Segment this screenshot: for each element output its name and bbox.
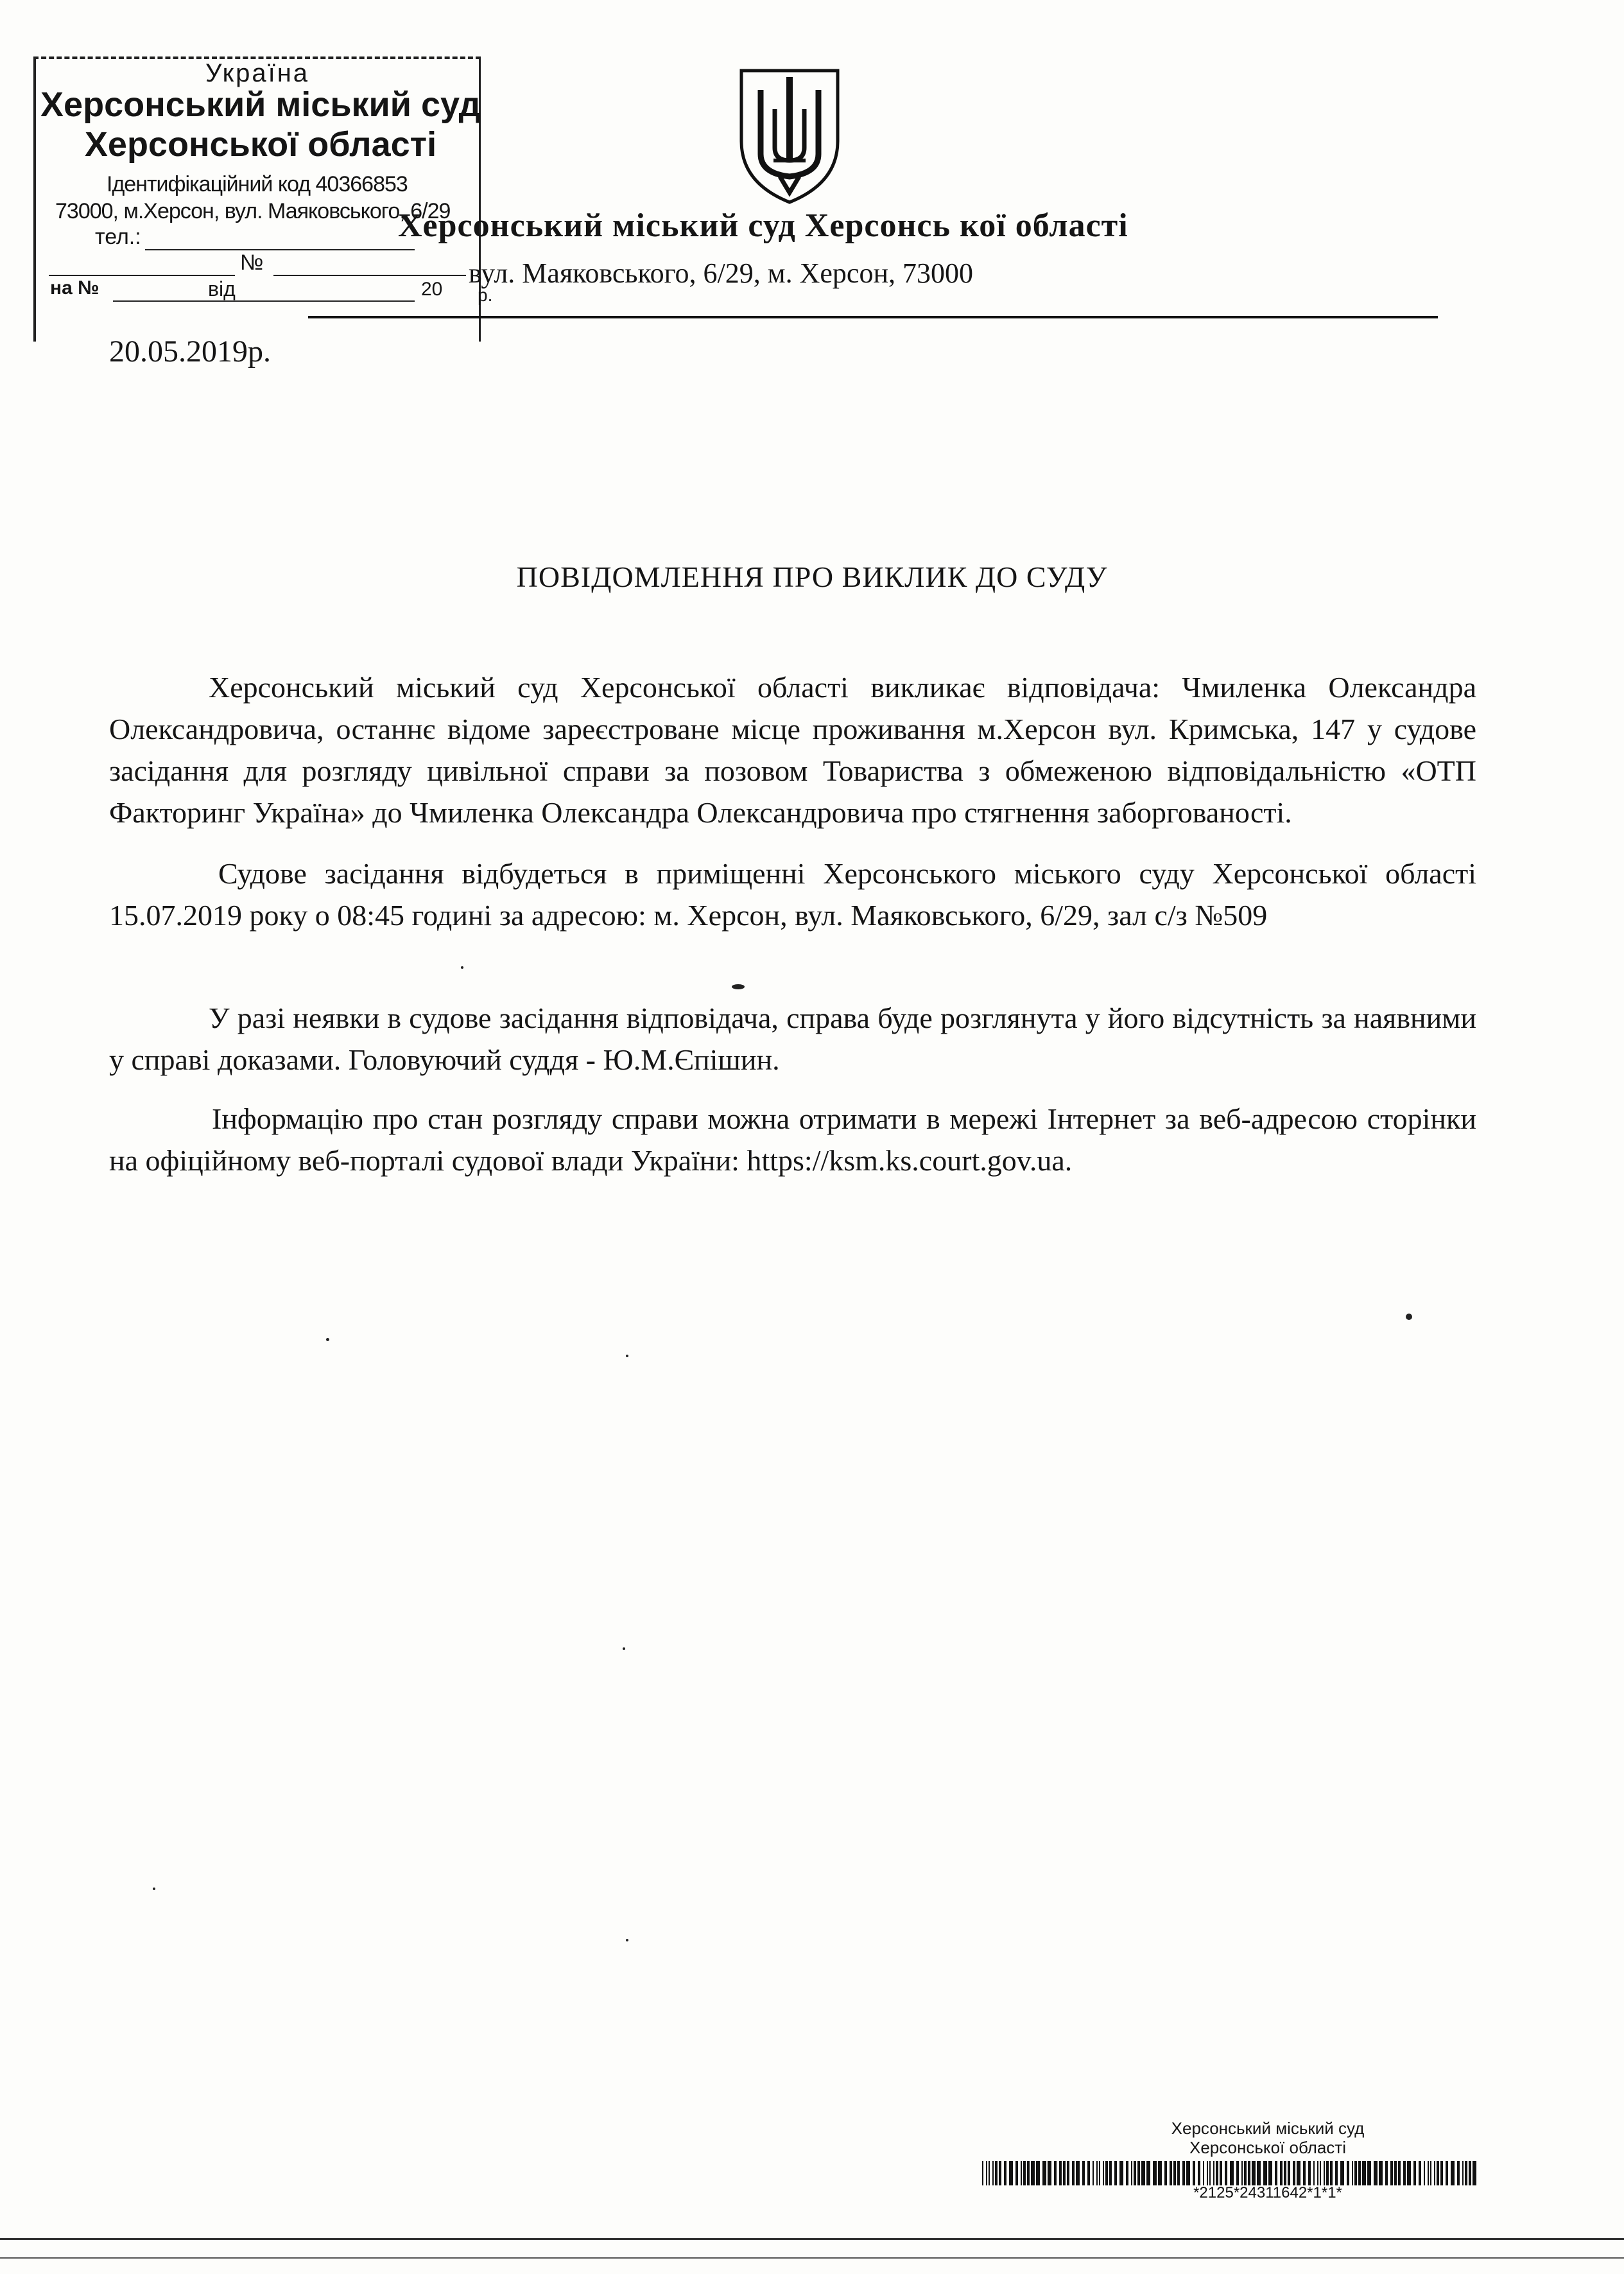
barcode-bar: [1087, 2161, 1090, 2185]
scan-edge-line: [0, 2257, 1624, 2259]
barcode-bar: [989, 2161, 990, 2185]
stamp-court-line2: Херсонської області: [84, 125, 437, 164]
letterhead-rule: [308, 316, 1438, 318]
barcode-bar: [1367, 2161, 1371, 2185]
barcode-bar: [1330, 2161, 1333, 2185]
barcode-bar: [1347, 2161, 1349, 2185]
barcode-bar: [1257, 2161, 1261, 2185]
barcode-bar: [1335, 2161, 1338, 2185]
barcode-bar: [1216, 2161, 1218, 2185]
barcode-bar: [995, 2161, 998, 2185]
barcode-bar: [1105, 2161, 1108, 2185]
paragraph-absence: У разі неявки в судове засідання відповідача, справа буде розглянута у його відсутність за наявними у справі доказами. Головуючий суддя - Ю.М.Єпішин.: [109, 1002, 1476, 1076]
scan-speck: [626, 1355, 628, 1357]
barcode-bar: [1275, 2161, 1277, 2185]
barcode-bar: [1082, 2161, 1085, 2185]
barcode-bar: [1354, 2161, 1357, 2185]
barcode-bar: [1462, 2161, 1464, 2185]
barcode-bar: [1465, 2161, 1467, 2185]
barcode-bar: [1220, 2161, 1222, 2185]
barcode-bar: [1407, 2161, 1411, 2185]
barcode-bar: [1252, 2161, 1256, 2185]
stamp-number-label: №: [240, 250, 264, 275]
barcode-bar: [1004, 2161, 1006, 2185]
barcode-bar: [1170, 2161, 1172, 2185]
letterhead-address: вул. Маяковського, 6/29, м. Херсон, 73000: [469, 257, 973, 289]
barcode-bar: [1059, 2161, 1062, 2185]
barcode-bar: [1437, 2161, 1439, 2185]
barcode-number: *2125*24311642*1*1*: [1193, 2184, 1342, 2201]
barcode-bar: [1054, 2161, 1057, 2185]
barcode-bar: [1198, 2161, 1200, 2185]
barcode-bar: [1248, 2161, 1250, 2185]
barcode-bar: [1293, 2161, 1295, 2185]
scan-speck: [153, 1888, 155, 1890]
barcode-bar: [1119, 2161, 1123, 2185]
barcode-bar: [1326, 2161, 1329, 2185]
barcode-label-region: Херсонської області: [1189, 2138, 1346, 2157]
document-date: 20.05.2019р.: [109, 334, 271, 369]
barcode-bar: [1358, 2161, 1361, 2185]
stamp-date-line: [113, 300, 415, 302]
barcode-bar: [1076, 2161, 1080, 2185]
barcode-bar: [1419, 2161, 1421, 2185]
barcode-bar: [1021, 2161, 1022, 2185]
stamp-court-line1: Херсонський міський суд: [40, 85, 481, 124]
barcode-bar: [1241, 2161, 1243, 2185]
barcode-bar: [1434, 2161, 1435, 2185]
barcode-bar: [1209, 2161, 1211, 2185]
barcode-label-court: Херсонський міський суд: [1171, 2119, 1365, 2138]
stamp-reply-label: на №: [50, 277, 99, 299]
barcode-bar: [1430, 2161, 1431, 2185]
barcode-bar: [1193, 2161, 1195, 2185]
barcode-bar: [1067, 2161, 1069, 2185]
barcode-bar: [1385, 2161, 1388, 2185]
barcode-bar: [1203, 2161, 1204, 2185]
barcode-bar: [1207, 2161, 1208, 2185]
barcode-bar: [1230, 2161, 1234, 2185]
barcode-bar: [1317, 2161, 1318, 2185]
barcode-bar: [1324, 2161, 1325, 2185]
barcode-bar: [1297, 2161, 1300, 2185]
paragraph-hearing: Судове засідання відбудеться в приміщенні Херсонського міського суду Херсонської області 15.07.2019 року о 08:45 годині за адресою: м. Херсон, вул. Маяковського, 6/29, зал с/з №509: [109, 857, 1476, 932]
barcode-bar: [1036, 2161, 1040, 2185]
barcode-bar: [1288, 2161, 1290, 2185]
scan-speck: [626, 1939, 628, 1941]
stamp-year-suffix: р.: [478, 285, 493, 305]
barcode-bar: [1048, 2161, 1051, 2185]
barcode-bar: [1320, 2161, 1321, 2185]
stamp-tel-line: [145, 249, 415, 250]
barcode-bar: [1263, 2161, 1267, 2185]
stamp-date-from-label: від: [208, 277, 236, 300]
barcode-bar: [982, 2161, 983, 2185]
barcode-bar: [1374, 2161, 1378, 2185]
barcode-bar: [1308, 2161, 1311, 2185]
barcode-bar: [1284, 2161, 1286, 2185]
barcode-bar: [1398, 2161, 1401, 2185]
barcode-bar: [1042, 2161, 1046, 2185]
stamp-number-line-right: [273, 275, 466, 276]
barcode-bar: [1177, 2161, 1180, 2185]
barcode-bar: [1131, 2161, 1132, 2185]
scan-speck: [623, 1647, 625, 1650]
barcode-bar: [1186, 2161, 1190, 2185]
barcode-bar: [1451, 2161, 1455, 2185]
barcode-bar: [1114, 2161, 1117, 2185]
barcode-bar: [1379, 2161, 1383, 2185]
barcode-bar: [1362, 2161, 1366, 2185]
barcode-image: [982, 2161, 1476, 2185]
barcode-bar: [1340, 2161, 1344, 2185]
scan-speck: [461, 966, 463, 969]
barcode-bar: [1126, 2161, 1128, 2185]
barcode-bar: [1015, 2161, 1018, 2185]
paragraph-summons: Херсонський міський суд Херсонської області викликає відповідача: Чмиленка Олександра Олександровича, останнє відоме зареєстроване місце проживання м.Херсон вул. Кримська, 147 у судове засідання для розгляду цивільної справи за позовом Товариства з обмеженою відповідальністю «ОТП Факторинг Україна» до Чмиленка Олександра Олександровича про стягнення заборгованості.: [109, 671, 1476, 829]
barcode-bar: [1009, 2161, 1013, 2185]
barcode-bar: [1146, 2161, 1150, 2185]
barcode-bar: [1313, 2161, 1315, 2185]
barcode-bar: [1137, 2161, 1140, 2185]
stamp-address: 73000, м.Херсон, вул. Маяковського, 6/29: [55, 199, 451, 223]
barcode-bar: [1403, 2161, 1406, 2185]
barcode-bar: [1225, 2161, 1227, 2185]
stamp-court-name: [36, 85, 485, 164]
stamp-country: Україна: [205, 59, 310, 87]
barcode-bar: [1428, 2161, 1429, 2185]
barcode-bar: [1457, 2161, 1460, 2185]
barcode-bar: [992, 2161, 994, 2185]
barcode-bar: [1134, 2161, 1136, 2185]
document-title: ПОВІДОМЛЕННЯ ПРО ВИКЛИК ДО СУДУ: [516, 560, 1108, 593]
stamp-tel-label: тел.:: [95, 225, 141, 249]
barcode-bar: [1473, 2161, 1476, 2185]
barcode-bar: [1173, 2161, 1176, 2185]
registration-stamp: [33, 56, 493, 342]
barcode-bar: [1352, 2161, 1353, 2185]
barcode-bar: [1413, 2161, 1416, 2185]
barcode-bar: [1072, 2161, 1075, 2185]
barcode-bar: [1063, 2161, 1066, 2185]
barcode-bar: [1213, 2161, 1214, 2185]
barcode-bar: [1164, 2161, 1167, 2185]
barcode-bar: [1031, 2161, 1035, 2185]
trident-icon: [735, 64, 844, 205]
barcode-bar: [1182, 2161, 1185, 2185]
barcode-bar: [1424, 2161, 1425, 2185]
barcode-bar: [999, 2161, 1001, 2185]
stamp-number-line-left: [49, 275, 235, 276]
stamp-year-prefix: 20: [421, 279, 443, 300]
barcode-bar: [1027, 2161, 1030, 2185]
scan-edge-line: [0, 2238, 1624, 2240]
scan-speck: [1406, 1314, 1412, 1320]
stamp-code: Ідентифікаційний код 40366853: [107, 172, 408, 196]
barcode-bar: [1141, 2161, 1145, 2185]
barcode-bar: [1109, 2161, 1112, 2185]
barcode-bar: [1096, 2161, 1098, 2185]
barcode-bar: [1236, 2161, 1239, 2185]
barcode-bar: [1103, 2161, 1104, 2185]
barcode-bar: [986, 2161, 987, 2185]
barcode-bar: [1303, 2161, 1306, 2185]
barcode-bar: [1446, 2161, 1448, 2185]
barcode-bar: [1023, 2161, 1026, 2185]
barcode-bar: [1469, 2161, 1471, 2185]
barcode-bar: [1440, 2161, 1443, 2185]
paragraph-info: Інформацію про стан розгляду справи можна отримати в мережі Інтернет за веб-адресою сторінки на офіційному веб-порталі судової влади України: https://ksm.ks.court.gov.ua.: [109, 1102, 1476, 1177]
barcode-bar: [1093, 2161, 1094, 2185]
letterhead-court-name: Херсонський міський суд Херсонсь кої області: [398, 207, 1128, 244]
scan-speck: [732, 984, 745, 989]
barcode-bar: [1153, 2161, 1157, 2185]
barcode-bar: [1268, 2161, 1272, 2185]
barcode-bar: [1280, 2161, 1283, 2185]
barcode-bar: [1099, 2161, 1100, 2185]
scan-speck: [326, 1338, 329, 1341]
barcode-bar: [1158, 2161, 1162, 2185]
barcode-bar: [1390, 2161, 1393, 2185]
barcode-bar: [1394, 2161, 1397, 2185]
barcode-bar: [1244, 2161, 1247, 2185]
